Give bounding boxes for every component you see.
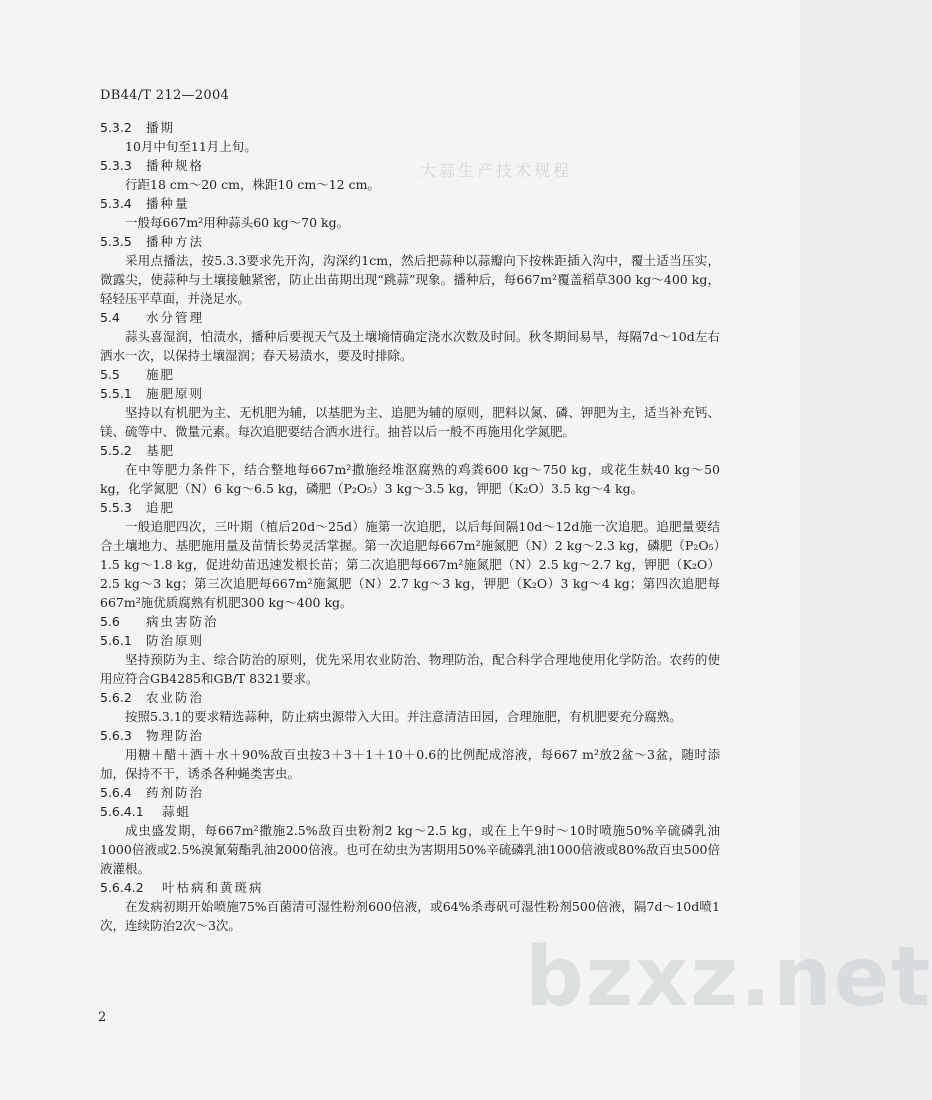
section-heading: 5.3.2 播期 [100,120,176,135]
section-heading: 5.5.2 基肥 [100,443,176,458]
paragraph: 成虫盛发期，每667m²撒施2.5%敌百虫粉剂2 kg～2.5 kg，或在上午9时～10时喷施50%辛硫磷乳油1000倍液或2.5%溴氰菊酯乳油2000倍液。也可在幼虫为害期用50%辛硫磷乳油1000倍液或80%敌百虫500倍液灌根。 [100,823,720,876]
section-heading: 5.5.1 施肥原则 [100,386,205,401]
paragraph: 在中等肥力条件下，结合整地每667m²撒施经堆沤腐熟的鸡粪600 kg～750 kg，或花生麸40 kg～50 kg，化学氮肥（N）6 kg～6.5 kg，磷肥（P₂O₅）3 kg～3.5 kg，钾肥（K₂O）3.5 kg～4 kg。 [100,462,720,496]
paragraph: 10月中旬至11月上旬。 [125,139,257,154]
paragraph: 按照5.3.1的要求精选蒜种，防止病虫源带入大田。并注意清洁田园，合理施肥，有机肥要充分腐熟。 [125,709,682,724]
section-heading: 5.3.3 播种规格 [100,158,205,173]
watermark-logo: bzxz.net [525,930,932,1025]
section-heading: 5.4 水分管理 [100,310,205,325]
document-code: DB44/T 212—2004 [100,88,230,103]
paragraph: 一般追肥四次，三叶期（植后20d～25d）施第一次追肥，以后每间隔10d～12d施一次追肥。追肥量要结合土壤地力、基肥施用量及苗情长势灵活掌握。第一次追肥每667m²施氮肥（N）2 kg～2.3 kg，磷肥（P₂O₅）1.5 kg～1.8 kg，促进幼苗迅速发根长苗；第二次追肥每667m²施氮肥（N）2.5 kg～2.7 kg，钾肥（K₂O）2.5 kg～3 kg；第三次追肥每667m²施氮肥（N）2.7 kg～3 kg，钾肥（K₂O）3 kg～4 kg；第四次追肥每667m²施优质腐熟有机肥300 kg～400 kg。 [100,519,720,610]
paragraph: 采用点播法，按5.3.3要求先开沟，沟深约1cm，然后把蒜种以蒜瓣向下按株距插入沟中，覆土适当压实，微露尖，使蒜种与土壤接触紧密，防止出苗期出现“跳蒜”现象。播种后，每667m²覆盖稻草300 kg～400 kg，轻轻压平草面，并浇足水。 [100,253,720,306]
section-heading: 5.6.3 物理防治 [100,728,205,743]
section-heading: 5.6 病虫害防治 [100,614,219,629]
section-heading: 5.6.4 药剂防治 [100,785,205,800]
section-heading: 5.5 施肥 [100,367,176,382]
section-heading: 5.3.4 播种量 [100,196,190,211]
section-heading: 5.6.1 防治原则 [100,633,205,648]
bleed-through-text: 大蒜生产技术规程 [420,161,573,180]
paragraph: 蒜头喜湿润，怕渍水，播种后要视天气及土壤墒情确定浇水次数及时间。秋冬期间易旱，每隔7d～10d左右洒水一次，以保持土壤湿润；春天易渍水，要及时排除。 [100,329,720,363]
section-heading: 5.6.2 农业防治 [100,690,205,705]
page-number: 2 [98,1010,107,1025]
section-heading: 5.3.5 播种方法 [100,234,205,249]
paragraph: 在发病初期开始喷施75%百菌清可湿性粉剂600倍液，或64%杀毒矾可湿性粉剂500倍液，隔7d～10d喷1次，连续防治2次～3次。 [100,899,720,933]
section-heading: 5.6.4.1 蒜蛆 [100,804,192,819]
paragraph: 一般每667m²用种蒜头60 kg～70 kg。 [125,215,350,230]
paragraph: 行距18 cm～20 cm，株距10 cm～12 cm。 [125,177,380,192]
paragraph: 用糖＋醋＋酒＋水＋90%敌百虫按3＋3＋1＋10＋0.6的比例配成溶液，每667 m²放2盆～3盆，随时添加，保持不干，诱杀各种蝇类害虫。 [100,747,720,781]
section-heading: 5.6.4.2 叶枯病和黄斑病 [100,880,264,895]
paragraph: 坚持预防为主、综合防治的原则，优先采用农业防治、物理防治，配合科学合理地使用化学防治。农药的使用应符合GB4285和GB/T 8321要求。 [100,652,720,686]
paragraph: 坚持以有机肥为主、无机肥为辅，以基肥为主、追肥为辅的原则，肥料以氮、磷、钾肥为主，适当补充钙、镁、硫等中、微量元素。每次追肥要结合洒水进行。抽苔以后一般不再施用化学氮肥。 [100,405,720,439]
document-body [100,118,720,935]
section-heading: 5.5.3 追肥 [100,500,176,515]
